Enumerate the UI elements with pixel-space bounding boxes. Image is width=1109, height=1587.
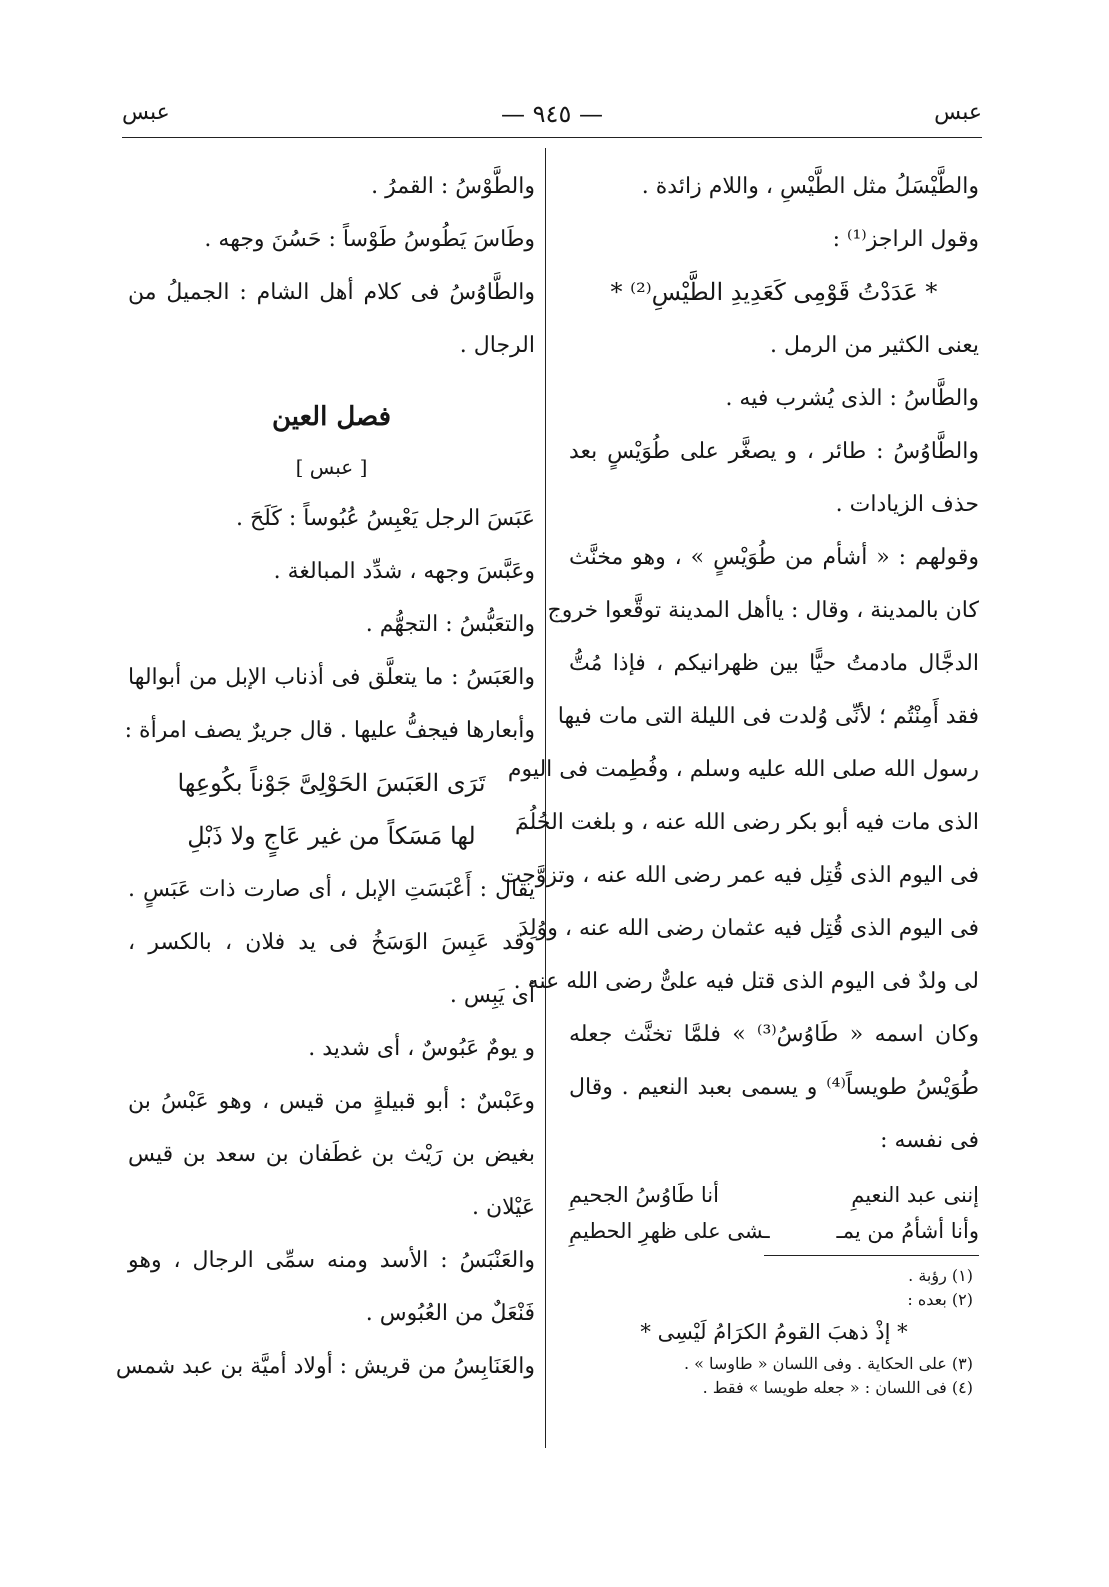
running-head-left: عبس [122, 100, 170, 125]
footnote-rule [764, 1255, 979, 1256]
text-line: لى ولدٌ فى اليوم الذى قتل فيه علىٌّ رضى الله عنه . [513, 969, 979, 994]
page-number: — ٩٤٥ — [501, 100, 603, 128]
text-line: بغيض بن رَيْث بن غطَفان بن سعد بن قيس [128, 1142, 535, 1167]
text-line: والطَّاوُسُ : طائر ، و يصغَّر على طُوَيْسٍ بعد [569, 439, 979, 464]
text-line: و يومٌ عَبُوسٌ ، أى شديد . [308, 1036, 535, 1061]
text-line: فى اليوم الذى قُتِل فيه عثمان رضى الله عنه ، ووُلِدَ [518, 916, 979, 941]
poem-verse [569, 1177, 979, 1213]
text-line: وعَبْسٌ : أبو قبيلةٍ من قيس ، وهو عَبْسُ بن [128, 1089, 535, 1114]
verse-line: * عَدَدْتُ قَوْمِى كَعَدِيدِ الطَّيْسِ⁽²⁾ * [610, 278, 938, 306]
poem-hemistich: ـشى على ظهرِ الحطيمِ [569, 1219, 770, 1243]
root-word: [ عبس ] [295, 455, 368, 479]
text-line: فقد أَمِنْتُم ؛ لأنِّى وُلدت فى الليلة التى مات فيها [557, 704, 979, 729]
running-head-right: عبس [934, 100, 982, 125]
header-rule [122, 137, 982, 138]
text-line: وكان اسمه « طَاوُسُ⁽³⁾ » فلمَّا تخنَّث جعله [569, 1022, 979, 1047]
footnote: (٣) على الحكاية . وفى اللسان « طاوسا » . [683, 1354, 973, 1373]
text-line: أى يَبِس . [449, 983, 535, 1008]
running-header [122, 100, 982, 140]
text-line: عَبَسَ الرجل يَعْبِسُ عُبُوساً : كَلَحَ . [235, 506, 535, 531]
poem-verse [569, 1213, 979, 1249]
text-line: فَنْعَلٌ من العُبُوس . [365, 1301, 535, 1326]
text-line: الدجَّال مادمتُ حيًّا بين ظهرانيكم ، فإذا مُتُّ [569, 651, 979, 676]
left-column [115, 160, 535, 1393]
text-line: الذى مات فيه أبو بكر رضى الله عنه ، و بلغت الحُلُمَ [514, 810, 979, 835]
text-line: والعَنْبَسُ : الأسد ومنه سمِّى الرجال ، وهو [128, 1248, 535, 1273]
text-line: وقول الراجز⁽¹⁾ : [832, 227, 979, 252]
text-line: عَيْلان . [471, 1195, 535, 1220]
text-line: رسول الله صلى الله عليه وسلم ، وفُطِمت فى اليوم [507, 757, 979, 782]
poem-hemistich: أنا طَاوُسُ الجحيمِ [569, 1183, 719, 1207]
section-title: فصل العين [271, 402, 392, 432]
text-line: كان بالمدينة ، وقال : ياأهل المدينة توقَّعوا خروج [547, 598, 979, 623]
text-line: وقد عَبِسَ الوَسَخُ فى يد فلان ، بالكسر ، [128, 930, 535, 955]
text-line: الرجال . [459, 333, 535, 358]
footnote: (٢) بعده : [907, 1290, 973, 1309]
verse-line: لها مَسَكاً من غير عَاجٍ ولا ذَبْلِ [187, 822, 476, 850]
poem-hemistich: إننى عبد النعيمِ [851, 1183, 979, 1207]
poem-hemistich: وأنا أشأمُ من يمـ [836, 1219, 979, 1243]
text-line: والتعَبُّسُ : التجهُّم . [365, 612, 535, 637]
text-line: والطَّاوُسُ فى كلام أهل الشام : الجميلُ من [128, 280, 535, 305]
footnote-verse: * إذْ ذهبَ القومُ الكرَامُ لَيْسِى * [640, 1320, 908, 1344]
text-line: وعَبَّسَ وجهه ، شدِّد المبالغة . [273, 559, 535, 584]
text-line: والعَبَسُ : ما يتعلَّق فى أذناب الإبل من أبوالها [128, 665, 535, 690]
text-line: والعَنَابِسُ من قريش : أولاد أميَّة بن عبد شمس [115, 1354, 535, 1379]
text-line: والطَّوْسُ : القمرُ . [371, 174, 535, 199]
text-line: وطَاسَ يَطُوسُ طَوْساً : حَسُنَ وجهه . [204, 227, 535, 252]
text-line: يقال : أَعْبَسَتِ الإبل ، أى صارت ذات عَبَسٍ . [128, 877, 535, 902]
text-line: وأبعارها فيجفُّ عليها . قال جريرٌ يصف امرأة : [124, 718, 535, 743]
text-line: حذف الزيادات . [835, 492, 979, 517]
text-line: والطَّيْسَلُ مثل الطَّيْسِ ، واللام زائدة . [641, 174, 979, 199]
footnote: (٤) فى اللسان : « جعله طويسا » فقط . [702, 1378, 973, 1397]
text-line: طُوَيْسُ طويساً⁽⁴⁾ و يسمى بعبد النعيم . وقال [569, 1075, 979, 1100]
text-line: وقولهم : « أشأم من طُوَيْسٍ » ، وهو مخنَّث [569, 545, 979, 570]
text-line: فى نفسه : [880, 1128, 979, 1153]
footnote: (١) رؤبة . [908, 1266, 973, 1285]
verse-line: تَرَى العَبَسَ الحَوْلِىَّ جَوْناً بكُوعِها [177, 769, 486, 797]
text-line: يعنى الكثير من الرمل . [770, 333, 979, 358]
text-line: والطَّاسُ : الذى يُشرب فيه . [725, 386, 979, 411]
text-line: فى اليوم الذى قُتِل فيه عمر رضى الله عنه ، وتزوَّجت [500, 863, 979, 888]
